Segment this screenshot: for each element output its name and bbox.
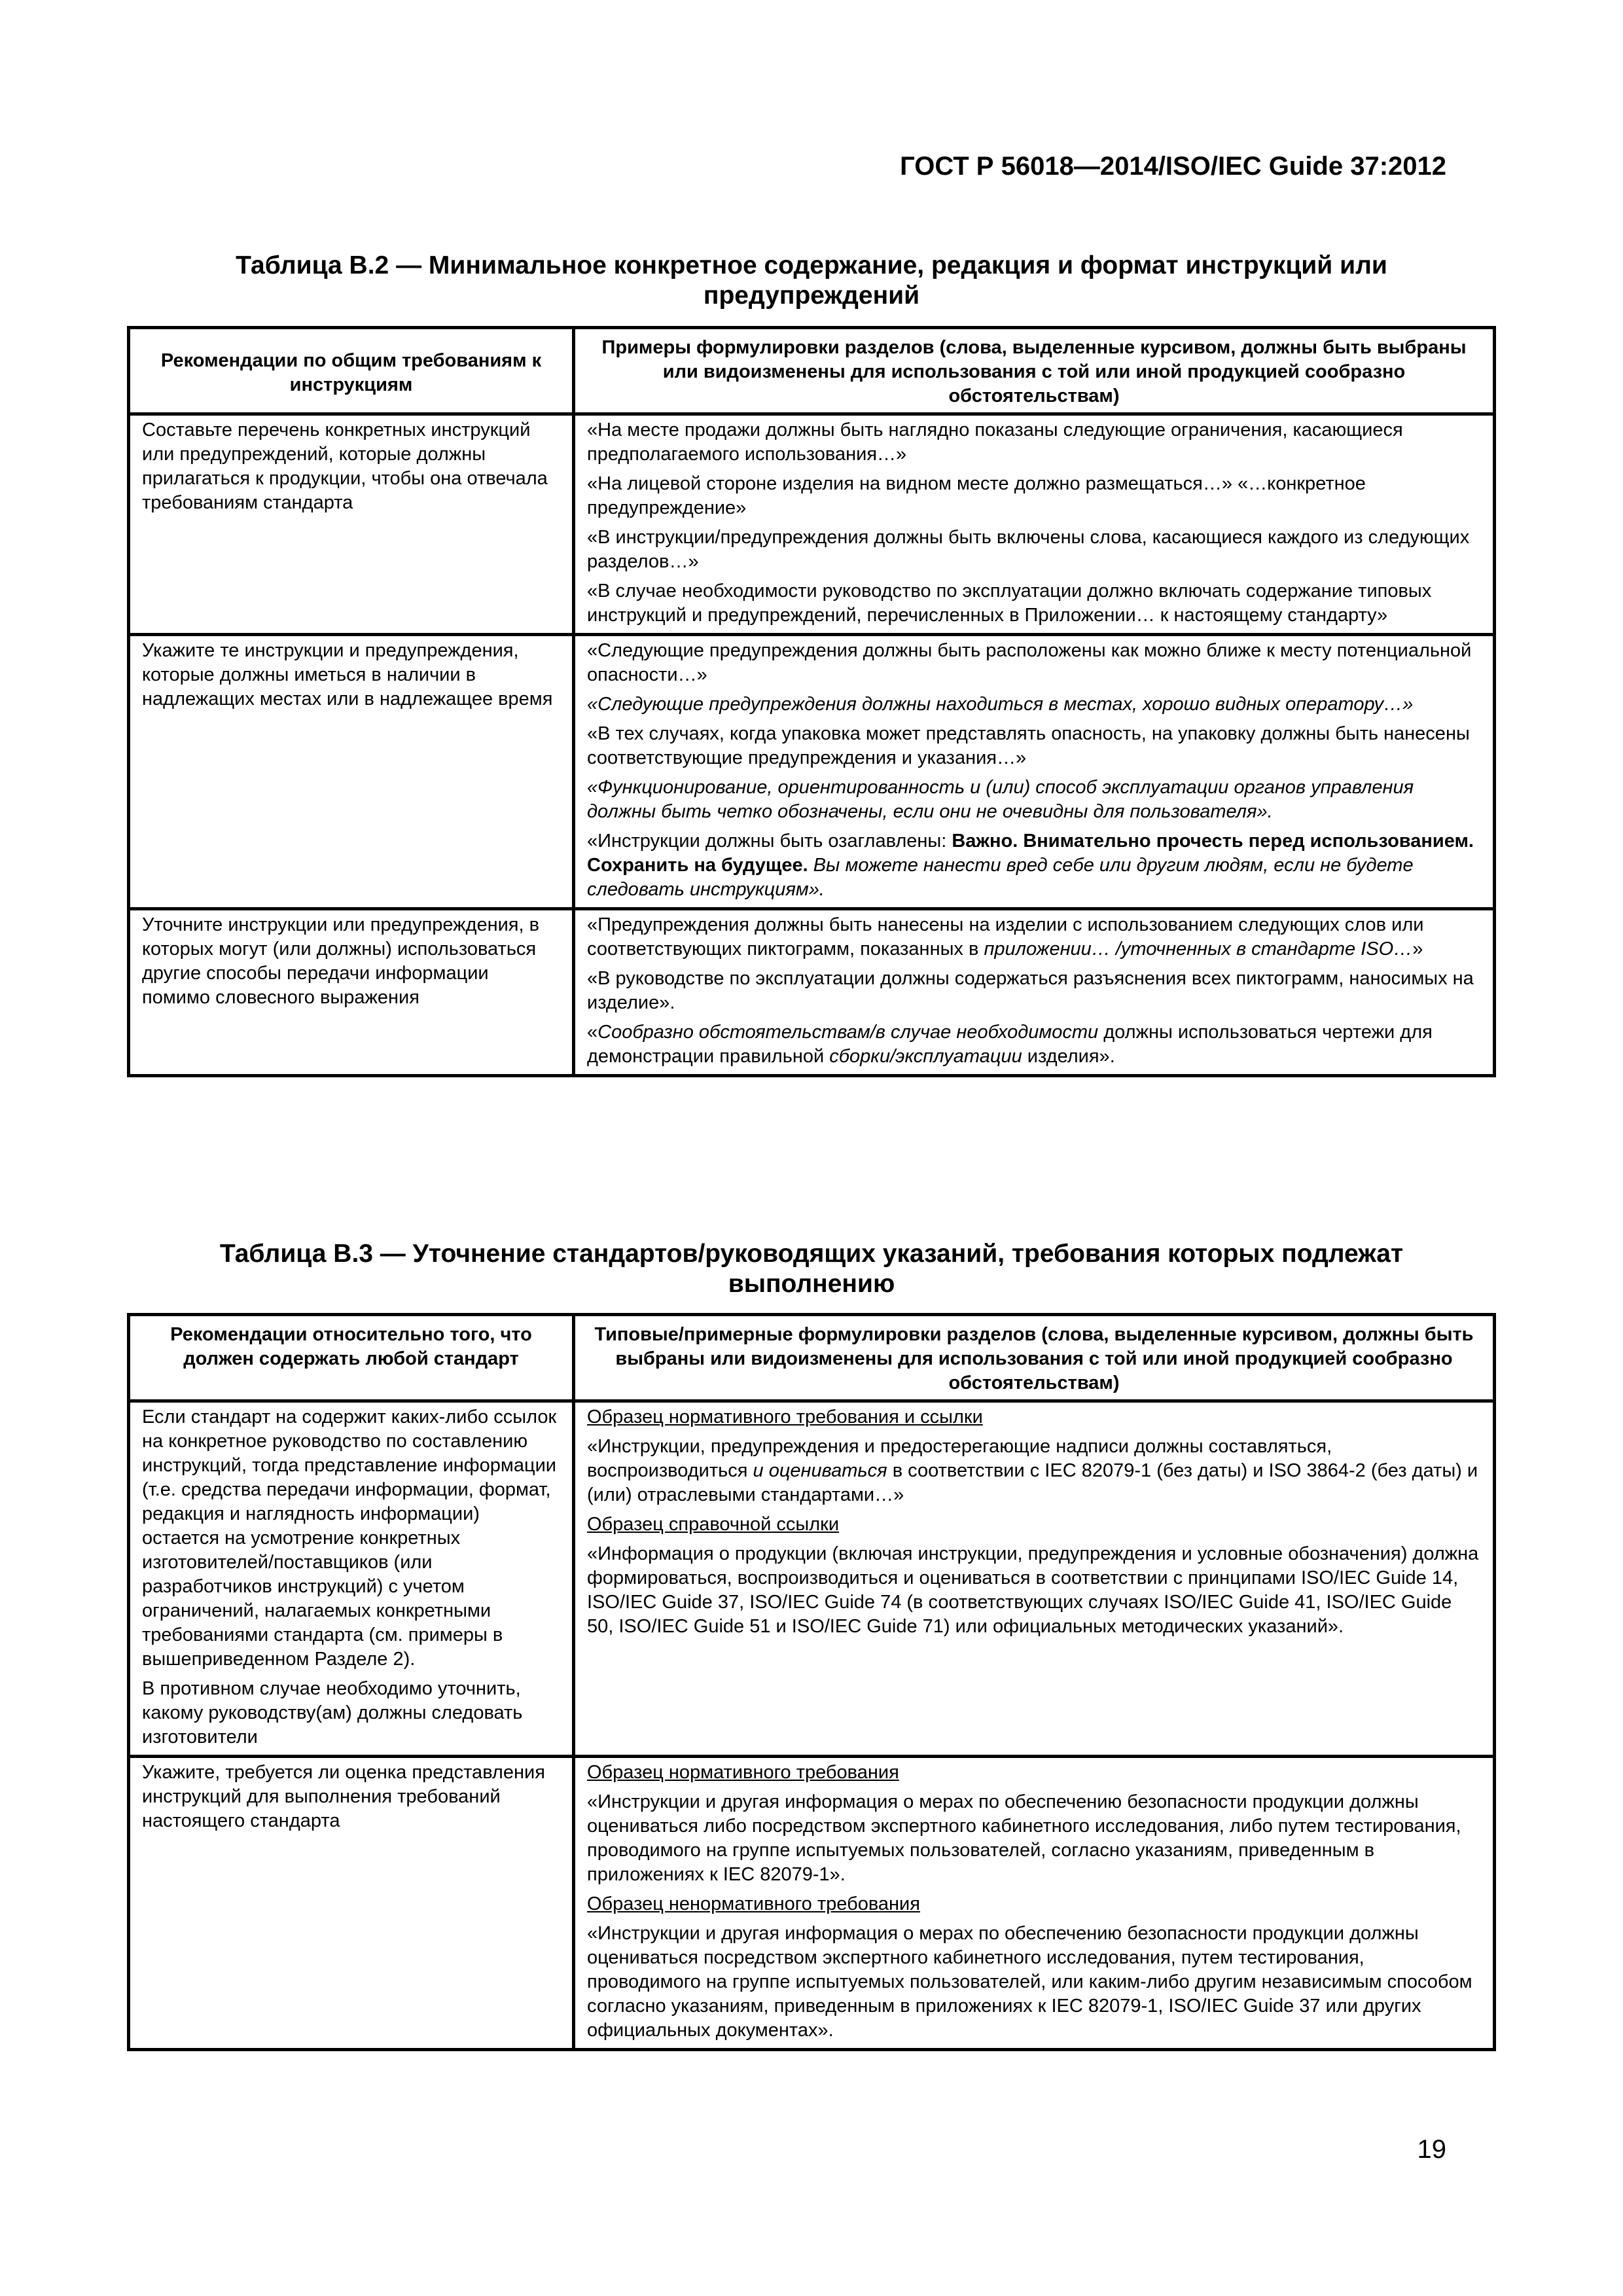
table-b3: [127, 1313, 1496, 2051]
sample-heading: Образец нормативного требования: [587, 1762, 899, 1783]
example-text-italic: [587, 776, 1481, 824]
table-b2-header-row: [129, 328, 1495, 414]
example-text: «В инструкции/предупреждения должны быть включены слова, касающиеся каждого из следующих разделов…»: [587, 527, 1470, 572]
table-b2-row1-recommendation: Составьте перечень конкретных инструкций или предупреждений, которые должны прилагаться к продукции, чтобы она отвечала требованиям стандарта: [129, 414, 574, 635]
example-text: [587, 1435, 1481, 1507]
example-text: «В руководстве по эксплуатации должны содержаться разъяснения всех пиктограмм, наносимых на изделие».: [587, 968, 1474, 1013]
sample-heading: Образец справочной ссылки: [587, 1514, 840, 1535]
table-b3-title-line2: выполнению: [728, 1270, 895, 1298]
sample-heading: Образец нормативного требования и ссылки: [587, 1407, 983, 1427]
text-span: «: [587, 1022, 598, 1043]
table-b2-title-line1: Таблица В.2 — Минимальное конкретное содержание, редакция и формат инструкций или: [236, 251, 1387, 279]
text-span: «Инструкции, предупреждения и предостерегающие надписи должны составляться, воспроизводиться: [587, 1436, 1332, 1481]
table-b3-row2-examples: [574, 1757, 1495, 2050]
table-row: [129, 414, 1495, 635]
example-text: [587, 1020, 1481, 1069]
italic-span: сборки/эксплуатации: [829, 1046, 1022, 1067]
text-span: »: [1412, 939, 1423, 960]
document-code: ГОСТ Р 56018—2014/ISO/IEC Guide 37:2012: [900, 152, 1446, 181]
text-span: «Предупреждения должны быть нанесены на изделии с использованием следующих слов или соответствующих пиктограмм, показанных в: [587, 914, 1424, 960]
table-row: [129, 1401, 1495, 1757]
table-b2-row3-recommendation: Уточните инструкции или предупреждения, в которых могут (или должны) использоваться другие способы передачи информации помимо словесного выражения: [129, 909, 574, 1076]
italic-span: приложении… /уточненных в стандарте ISO…: [984, 939, 1413, 960]
example-text: [587, 829, 1481, 902]
example-text: «Инструкции и другая информация о мерах по обеспечению безопасности продукции должны оцениваться посредством экспертного кабинетного исследования, путем тестирования, проводимого на группе испытуемых пользователей, или каким-либо другим независимым способом согласно указаниям, приведенным в приложениях к IEC 82079-1, ISO/IEC Guide 37 или других официальных документах».: [587, 1923, 1472, 2041]
example-text: [587, 913, 1481, 961]
example-text: «На лицевой стороне изделия на видном месте должно размещаться…» «…конкретное предупреждение»: [587, 473, 1366, 518]
example-text: «Следующие предупреждения должны быть расположены как можно ближе к месту потенциальной опасности…»: [587, 640, 1472, 685]
table-b3-title: [111, 1239, 1512, 1299]
recommendation-text: В противном случае необходимо уточнить, какому руководству(ам) должны следовать изготовители: [142, 1678, 523, 1748]
recommendation-text: Если стандарт на содержит каких-либо ссылок на конкретное руководство по составлению инструкций, тогда представление информации (т.е. средства передачи информации, формат, редакция и наглядность информации) остается на усмотрение конкретных изготовителей/поставщиков (или разработчиков инструкций) с учетом ограничений, налагаемых конкретными требованиями стандарта (см. примеры в вышеприведенном Разделе 2).: [142, 1407, 557, 1670]
italic-span: Вы можете нанести вред себе или другим людям, если не будете следовать инструкциям».: [587, 855, 1414, 900]
bold-span: Важно. Внимательно прочесть перед использованием. Сохранить на будущее.: [587, 831, 1474, 876]
example-text: «Информация о продукции (включая инструкции, предупреждения и условные обозначения) должна формироваться, воспроизводиться и оцениваться в соответствии с принципами ISO/IEC Guide 14, ISO/IEC Guide 37, ISO/IEC Guide 74 (в соответствующих случаях ISO/IEC Guide 41, ISO/IEC Guide 50, ISO/IEC Guide 51 и ISO/IEC Guide 71) или официальных методических указаний».: [587, 1543, 1479, 1637]
table-b2-title-line2: предупреждений: [703, 281, 920, 310]
table-b2-row2-examples: [574, 635, 1495, 909]
table-b2-col1-header: Рекомендации по общим требованиям к инструкциям: [129, 328, 574, 414]
example-text: «В тех случаях, когда упаковка может представлять опасность, на упаковку должны быть нанесены соответствующие предупреждения и указания…»: [587, 723, 1470, 768]
text-span: «Инструкции должны быть озаглавлены:: [587, 831, 952, 852]
text-span: изделия».: [1022, 1046, 1115, 1067]
text-span: должны использоваться чертежи для демонстрации правильной: [587, 1022, 1433, 1067]
table-b3-col1-header: Рекомендации относительно того, что должен содержать любой стандарт: [129, 1315, 574, 1401]
table-b3-col2-header: Типовые/примерные формулировки разделов (слова, выделенные курсивом, должны быть выбраны или видоизменены для использования с той или иной продукцией сообразно обстоятельствам): [574, 1315, 1495, 1401]
italic-span: и оцениваться: [753, 1460, 887, 1481]
table-b3-title-line1: Таблица В.3 — Уточнение стандартов/руководящих указаний, требования которых подлежат: [219, 1240, 1404, 1268]
table-row: [129, 1757, 1495, 2050]
table-b2-col2-header: Примеры формулировки разделов (слова, выделенные курсивом, должны быть выбраны или видоизменены для использования с той или иной продукцией сообразно обстоятельствам): [574, 328, 1495, 414]
page-number: 19: [1417, 2135, 1446, 2164]
example-text: «На месте продажи должны быть наглядно показаны следующие ограничения, касающиеся предполагаемого использования…»: [587, 420, 1403, 465]
example-text: «В случае необходимости руководство по эксплуатации должно включать содержание типовых инструкций и предупреждений, перечисленных в Приложении… к настоящему стандарту»: [587, 581, 1432, 626]
table-b3-header-row: [129, 1315, 1495, 1401]
table-b2-row3-examples: [574, 909, 1495, 1076]
italic-span: «Функционирование, ориентированность и (или) способ эксплуатации органов управления должны быть четко обозначены, если они не очевидны для пользователя».: [587, 777, 1414, 822]
table-b2: [127, 326, 1496, 1077]
table-b3-row1-recommendation: [129, 1401, 574, 1757]
example-text: «Инструкции и другая информация о мерах по обеспечению безопасности продукции должны оцениваться либо посредством экспертного кабинетного исследования, либо путем тестирования, проводимого на группе испытуемых пользователей, согласно указаниям, приведенным в приложениях к IEC 82079-1».: [587, 1791, 1461, 1885]
table-b2-row1-examples: [574, 414, 1495, 635]
italic-span: Сообразно обстоятельствам/в случае необходимости: [597, 1022, 1099, 1043]
table-row: [129, 635, 1495, 909]
table-row: [129, 909, 1495, 1076]
text-span: в соответствии с IEC 82079-1 (без даты) и ISO 3864-2 (без даты) и (или) отраслевыми стандартами…»: [587, 1460, 1478, 1505]
italic-span: «Следующие предупреждения должны находиться в местах, хорошо видных оператору…»: [587, 694, 1414, 715]
table-b3-row1-examples: [574, 1401, 1495, 1757]
table-b3-row2-recommendation: Укажите, требуется ли оценка представления инструкций для выполнения требований настоящего стандарта: [129, 1757, 574, 2050]
table-b2-row2-recommendation: Укажите те инструкции и предупреждения, которые должны иметься в наличии в надлежащих местах или в надлежащее время: [129, 635, 574, 909]
sample-heading: Образец ненормативного требования: [587, 1893, 920, 1914]
table-b2-title: [111, 251, 1512, 311]
example-text-italic: [587, 692, 1481, 717]
